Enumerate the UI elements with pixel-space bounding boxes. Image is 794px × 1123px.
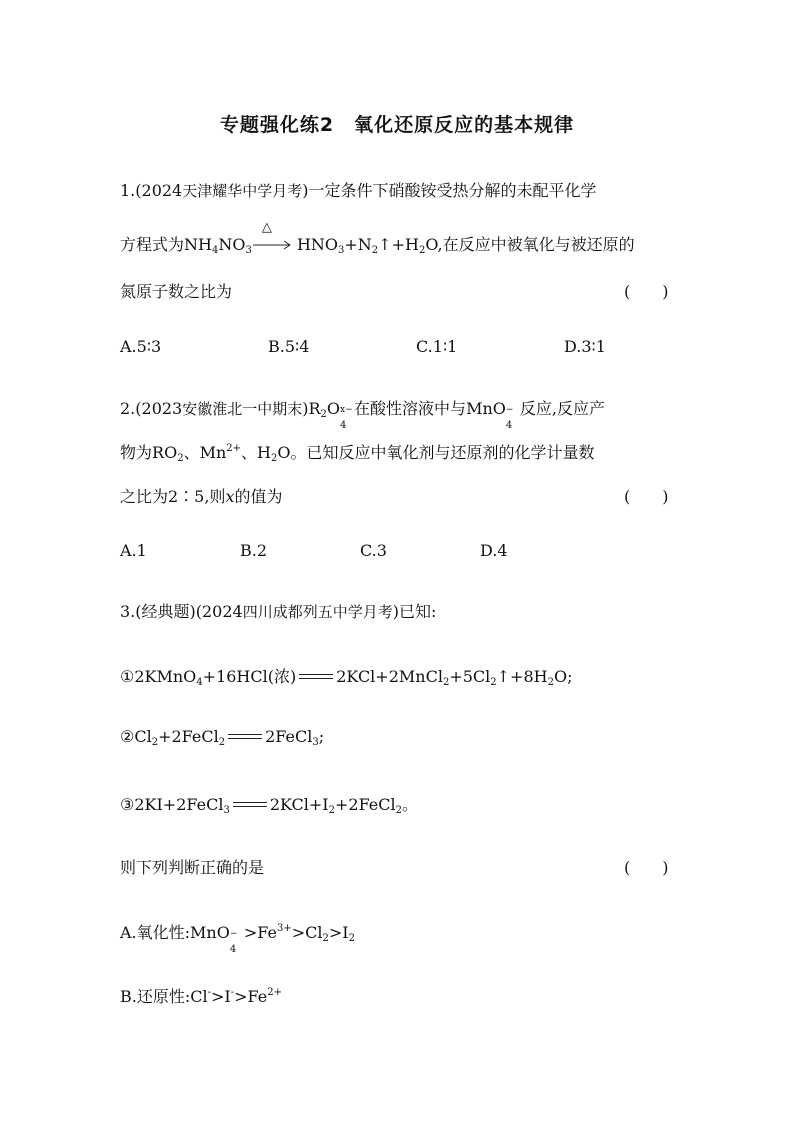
- q1-line-2: [120, 220, 680, 256]
- eq1-mark: ①: [120, 667, 135, 686]
- q3-option-b: B.还原性$:Cl^->I^->Fe^{2+}$: [120, 987, 282, 1006]
- eq3-mark: ③: [120, 795, 135, 814]
- q1-number: 1.(: [120, 181, 142, 200]
- q2-option-b: B.2: [240, 541, 268, 560]
- heat-condition: △: [261, 220, 272, 235]
- q1-formula-reactant: $NH_4NO_3$: [184, 235, 252, 256]
- q2-ion-mno4: MnO − 4: [466, 399, 514, 431]
- q1-option-a: A.5∶3: [120, 337, 162, 356]
- q2-variable: x: [225, 487, 235, 506]
- q1-source: 天津耀华中学月考: [182, 182, 303, 200]
- q3-line-4: [120, 855, 680, 878]
- q2-ion-r2ox: $R_2O$ x− 4: [308, 399, 353, 431]
- q2-stem-3-post: 的值为: [234, 487, 283, 506]
- q3-option-a-label: A.氧化性:: [120, 923, 191, 942]
- q3-equation-2: $②Cl_2+2FeCl_2$ 2FeCl$_3$;: [120, 727, 325, 748]
- q3-number: 3.(经典题)(: [120, 602, 202, 621]
- q2-line-1: [120, 396, 680, 431]
- q2-stem-2-pre: 物为: [120, 443, 153, 462]
- q3-stem: 已知:: [398, 602, 437, 621]
- q3-option-a: A.氧化性:MnO − 4 $>Fe^{3+}>Cl_2>I_2$: [120, 923, 355, 955]
- page-title: 专题强化练2 氧化还原反应的基本规律: [219, 114, 575, 136]
- q2-stem-1-post: 反应,反应产: [519, 399, 605, 418]
- q2-year: 2023: [141, 399, 183, 418]
- q2-stem-3-pre: 之比为2∶5,则: [120, 487, 226, 506]
- q3-equation-1: ①2KMnO$_4$+16HCl(浓) $2KCl+2MnCl_2+5Cl_2↑+8H_2O$;: [120, 667, 573, 688]
- q2-line-3: [120, 484, 680, 507]
- q3-source: 四川成都列五中学月考: [242, 603, 393, 621]
- q2-option-a: A.1: [120, 541, 147, 560]
- q1-formula-products: $HNO_3+N_2↑+H_2O$: [296, 235, 438, 256]
- q2-products: $RO_2$、$Mn^{2+}$、$H_2O$: [152, 443, 291, 464]
- q1-option-c: C.1∶1: [416, 337, 458, 356]
- q1-stem-2-pre: 方程式为: [120, 235, 185, 254]
- q3-stem-4: 则下列判断正确的是: [120, 858, 265, 877]
- q2-option-d: D.4: [480, 541, 508, 560]
- q1-answer-blank: ( ): [624, 282, 669, 301]
- q2-stem-1-mid: 在酸性溶液中与: [354, 399, 467, 418]
- q2-answer-blank: ( ): [624, 487, 669, 506]
- q2-source: 安徽淮北一中期末: [182, 400, 303, 418]
- heat-arrow-icon: [252, 220, 292, 252]
- q1-stem-2-post: ,在反应中被氧化与被还原的: [437, 235, 635, 254]
- q1-stem-1: 一定条件下硝酸铵受热分解的未配平化学: [308, 181, 597, 200]
- q2-line-2: [120, 440, 680, 464]
- q2-number: 2.(: [120, 399, 142, 418]
- q2-stem-2-post: 。已知反应中氧化剂与还原剂的化学计量数: [290, 443, 595, 462]
- q3-line-1: [120, 599, 680, 622]
- q3-option-b-label: B.还原性:: [120, 987, 191, 1006]
- equals-sign-icon: [299, 674, 333, 679]
- equals-sign-icon: [233, 802, 267, 807]
- q3-answer-blank: ( ): [624, 858, 669, 877]
- q1-year: 2024: [141, 181, 183, 200]
- q2-option-c: C.3: [360, 541, 387, 560]
- q1-close: ): [302, 181, 309, 200]
- eq2-mark: ②: [120, 727, 135, 746]
- q1-stem-3: 氮原子数之比为: [120, 282, 233, 301]
- equals-sign-icon: [228, 734, 262, 739]
- q3-close: ): [392, 602, 399, 621]
- q3-year: 2024: [202, 602, 243, 621]
- q1-option-b: B.5∶4: [268, 337, 310, 356]
- q1-line-3: [120, 279, 680, 302]
- q1-line-1: [120, 178, 680, 201]
- q2-close: ): [302, 399, 309, 418]
- q1-option-d: D.3∶1: [564, 337, 606, 356]
- q3-equation-3: ③2KI+2FeCl$_3$ $2KCl+I_2+2FeCl_2$。: [120, 795, 419, 816]
